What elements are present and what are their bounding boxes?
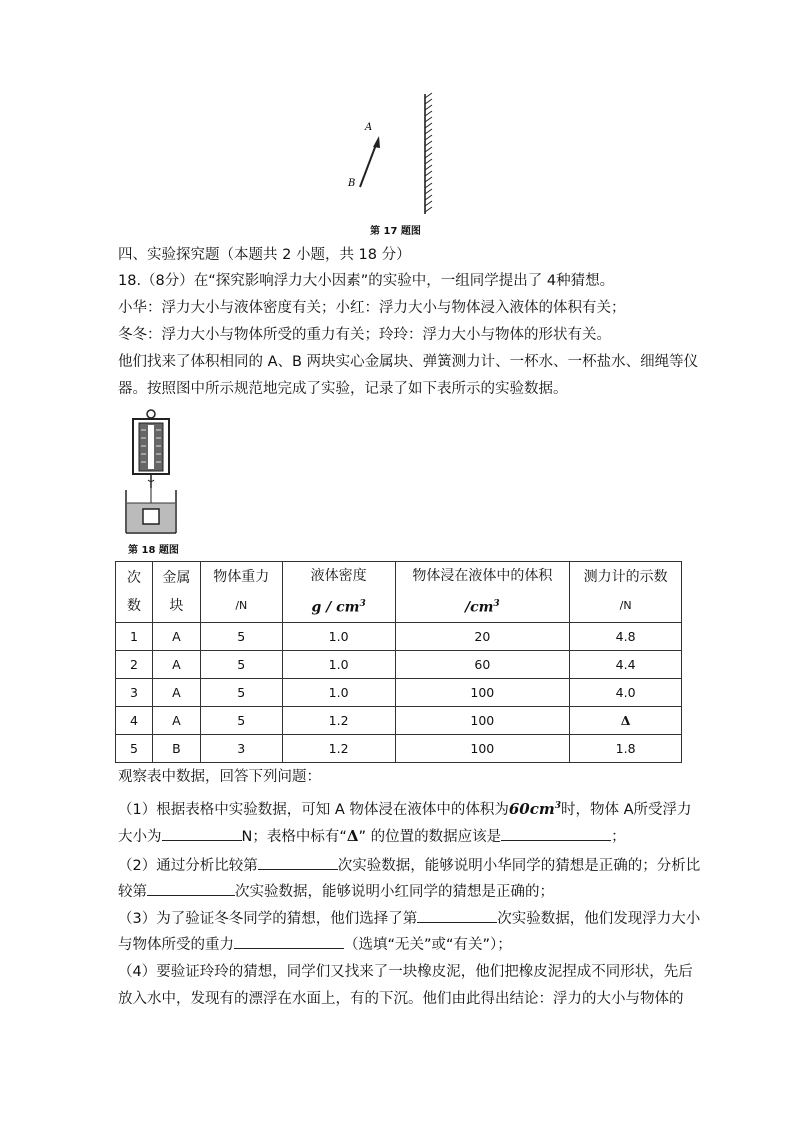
cell-block: B [152,734,200,762]
question-4-line-1: （4）要验证玲玲的猜想，同学们又找来了一块橡皮泥，他们把橡皮泥捏成不同形状，先后 [118,964,693,980]
table-row [116,622,682,650]
q18-guess-1: 小华：浮力大小与液体密度有关；小红：浮力大小与物体浸入液体的体积有关； [118,300,626,316]
label-b: B [348,178,356,189]
answer-blank-trials-density[interactable] [258,855,338,870]
q18-setup-1: 他们找来了体积相同的 A、B 两块实心金属块、弹簧测力计、一杯水、一杯盐水、细绳等仪 [118,354,699,370]
figure-18 [118,408,188,540]
figure-17 [340,92,450,242]
table-row [116,650,682,678]
answer-blank-relation[interactable] [234,934,344,949]
cell-block: A [152,706,200,734]
cell-density: 1.0 [282,678,395,706]
cell-trial: 4 [116,706,153,734]
cell-weight: 5 [200,678,282,706]
label-a: A [365,122,373,133]
cell-volume: 100 [395,678,570,706]
cell-reading: 4.4 [570,650,682,678]
cell-weight: 5 [200,706,282,734]
section-title: 四、实验探究题（本题共 2 小题，共 18 分） [118,247,411,263]
cell-density: 1.0 [282,622,395,650]
table-row [116,734,682,762]
cell-weight: 5 [200,650,282,678]
cell-density: 1.2 [282,734,395,762]
cell-reading: 4.0 [570,678,682,706]
cell-trial: 3 [116,678,153,706]
header-reading: 测力计的示数 /N [570,562,682,623]
questions-lead: 观察表中数据，回答下列问题： [118,769,321,785]
figure-17-diagram [340,92,450,242]
cell-weight: 3 [200,734,282,762]
cell-trial: 1 [116,622,153,650]
cell-block: A [152,678,200,706]
cell-block: A [152,622,200,650]
cell-reading-unknown: Δ [570,706,682,734]
cell-volume: 100 [395,734,570,762]
cell-density: 1.0 [282,650,395,678]
figure-18-caption: 第 18 题图 [128,545,179,556]
cell-reading: 4.8 [570,622,682,650]
question-3-line-2: 与物体所受的重力 （选填“无关”或“有关”）； [118,934,512,955]
cell-volume: 60 [395,650,570,678]
question-4-line-2: 放入水中，发现有的漂浮在水面上，有的下沉。他们由此得出结论：浮力的大小与物体的 [118,991,684,1007]
question-1-line-1: （1）根据表格中实验数据，可知 A 物体浸在液体中的体积为$60cm^3$时，物体 A所受浮力 [118,799,692,818]
header-trial: 次 数 [116,562,153,623]
cell-trial: 2 [116,650,153,678]
answer-blank-trials-volume[interactable] [147,881,235,896]
answer-blank-buoyancy[interactable] [162,826,242,841]
q18-guess-2: 冬冬：浮力大小与物体所受的重力有关；玲玲：浮力大小与物体的形状有关。 [118,327,611,343]
header-volume: 物体浸在液体中的体积 $/cm^3$ [395,562,570,623]
question-2-line-1: （2）通过分析比较第 次实验数据，能够说明小华同学的猜想是正确的；分析比 [118,855,700,876]
q18-setup-2: 器。按照图中所示规范地完成了实验，记录了如下表所示的实验数据。 [118,381,568,397]
cell-volume: 20 [395,622,570,650]
table-row [116,706,682,734]
answer-blank-reading[interactable] [501,826,611,841]
header-block: 金属 块 [152,562,200,623]
figure-17-caption: 第 17 题图 [370,226,421,237]
cell-density: 1.2 [282,706,395,734]
cell-reading: 1.8 [570,734,682,762]
cell-weight: 5 [200,622,282,650]
header-density: 液体密度 g / $cm^3$ [282,562,395,623]
cell-block: A [152,650,200,678]
answer-blank-trials-weight[interactable] [417,908,497,923]
table-row [116,678,682,706]
table-header-row [116,562,682,623]
experiment-data-table [115,561,682,763]
q18-intro: 18.（8分）在“探究影响浮力大小因素”的实验中，一组同学提出了 4种猜想。 [118,273,615,289]
question-1-line-2: 大小为 N；表格中标有“Δ” 的位置的数据应该是 ； [118,827,626,845]
header-weight: 物体重力 /N [200,562,282,623]
cell-trial: 5 [116,734,153,762]
question-2-line-2: 较第 次实验数据，能够说明小红同学的猜想是正确的； [118,881,554,902]
figure-18-diagram [118,408,188,540]
question-3-line-1: （3）为了验证冬冬同学的猜想，他们选择了第 次实验数据，他们发现浮力大小 [118,908,700,929]
cell-volume: 100 [395,706,570,734]
